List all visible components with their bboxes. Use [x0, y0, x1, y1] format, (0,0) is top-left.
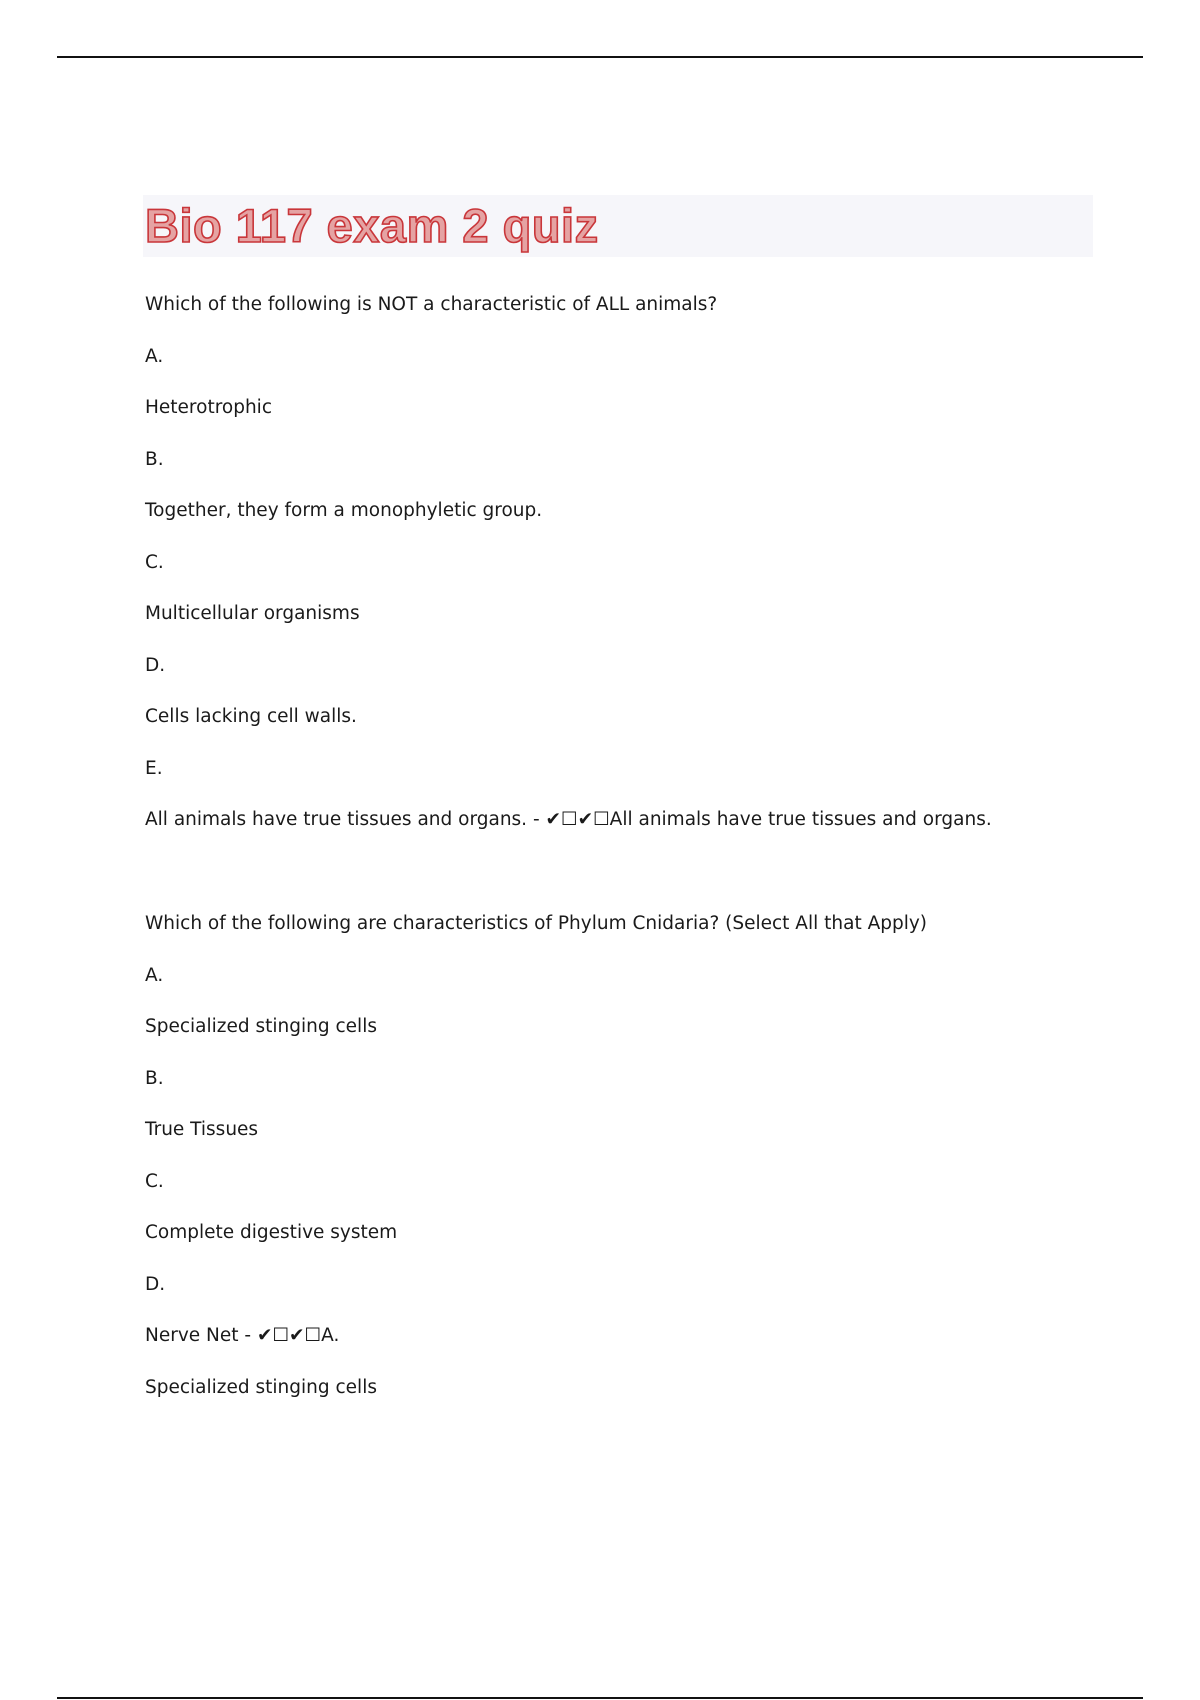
- question-1-text: Which of the following is NOT a characteristic of ALL animals?: [145, 294, 718, 315]
- question-2-option-a-letter: A.: [145, 964, 164, 986]
- question-1-option-d-text: Cells lacking cell walls.: [145, 706, 357, 727]
- question-2-option-b-text: True Tissues: [145, 1119, 259, 1140]
- question-1-option-a-text: Heterotrophic: [145, 397, 272, 418]
- question-2-text: Which of the following are characteristics of Phylum Cnidaria? (Select All that Apply): [145, 913, 928, 934]
- question-1-option-e-letter: E.: [145, 757, 163, 779]
- question-2-option-c-letter: C.: [145, 1170, 164, 1192]
- question-2-option-c-text: Complete digestive system: [145, 1222, 398, 1243]
- question-1-option-c-letter: C.: [145, 551, 164, 573]
- question-2-option-d-letter: D.: [145, 1273, 166, 1295]
- question-1-option-b-letter: B.: [145, 448, 164, 470]
- document-title: Bio 117 exam 2 quiz: [145, 199, 599, 252]
- document-body: [145, 292, 1105, 1426]
- question-2-option-d-answer: Nerve Net - ✔☐✔☐A.: [145, 1325, 340, 1346]
- header-rule: [57, 56, 1143, 58]
- question-2-answer-text: Specialized stinging cells: [145, 1376, 377, 1398]
- question-2-option-a-text: Specialized stinging cells: [145, 1016, 377, 1037]
- question-1-option-b-text: Together, they form a monophyletic group.: [145, 500, 543, 521]
- footer-rule: [57, 1697, 1143, 1699]
- question-1-option-c-text: Multicellular organisms: [145, 603, 360, 624]
- question-2-option-b-letter: B.: [145, 1067, 164, 1089]
- question-1-option-e-answer: All animals have true tissues and organs. - ✔☐✔☐All animals have true tissues and organs.: [145, 809, 992, 830]
- question-1-option-d-letter: D.: [145, 654, 166, 676]
- question-1-option-a-letter: A.: [145, 345, 164, 367]
